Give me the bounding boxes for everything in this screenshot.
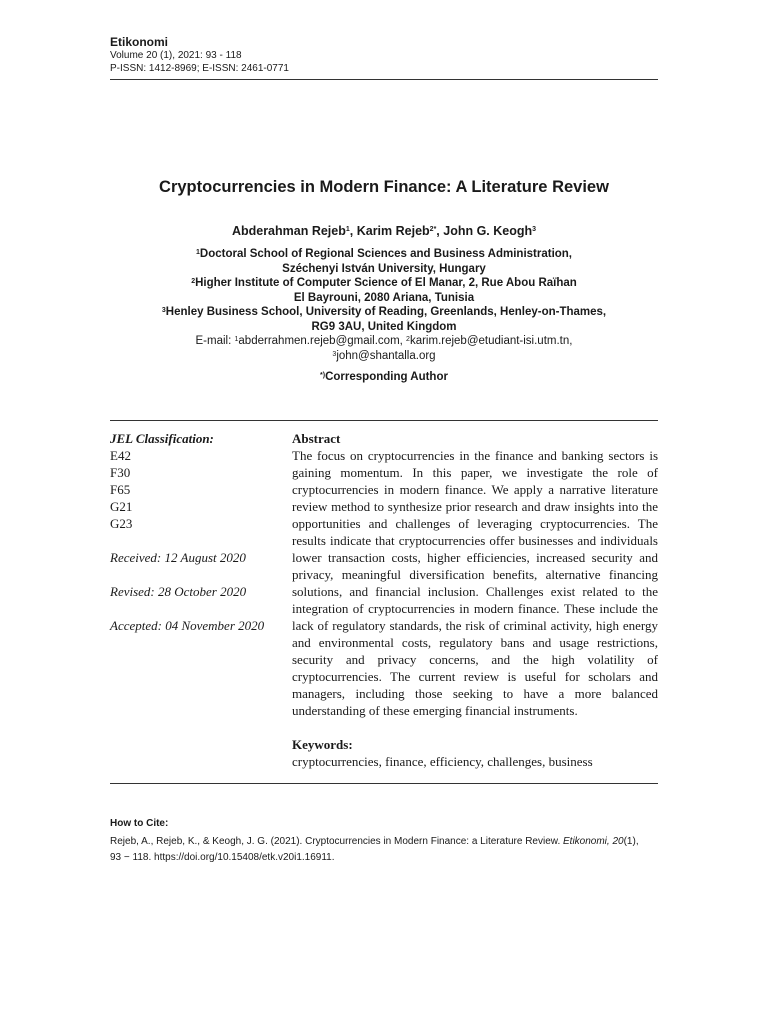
abstract-top-divider xyxy=(110,420,658,421)
affiliation-text: Doctoral School of Regional Sciences and Business Administration, xyxy=(199,248,573,260)
author-affil-mark: 3 xyxy=(532,226,537,233)
citation-part: Rejeb, A., Rejeb, K., & Keogh, J. G. (2021). Cryptocurrencies in Modern Finance: a Literature Review. xyxy=(110,836,563,847)
affiliation-line xyxy=(60,247,708,262)
affiliation-mark: 3 xyxy=(161,307,166,314)
affiliation-text: Széchenyi István University, Hungary xyxy=(282,262,486,275)
keywords-text: cryptocurrencies, finance, efficiency, challenges, business xyxy=(292,754,593,769)
affiliations xyxy=(60,247,708,334)
affiliation-line xyxy=(60,291,708,306)
citation-doi[interactable]: 93 − 118. https://doi.org/10.15408/etk.v20i1.16911. xyxy=(110,852,335,863)
affiliation-text: Henley Business School, University of Reading, Greenlands, Henley-on-Thames, xyxy=(165,306,607,318)
citation-journal: Etikonomi, 20 xyxy=(563,836,624,847)
email-mark: 2 xyxy=(406,336,410,343)
journal-name: Etikonomi xyxy=(110,35,169,49)
header-divider xyxy=(110,79,658,80)
email-block xyxy=(60,334,708,363)
author-name: Abderahman Rejeb xyxy=(231,224,346,238)
affiliation-text: Higher Institute of Computer Science of El Manar, 2, Rue Abou Raïhan xyxy=(195,277,577,289)
affiliation-line xyxy=(60,305,708,320)
author-name: Karim Rejeb xyxy=(356,224,430,238)
author-list xyxy=(60,223,708,239)
email-address[interactable]: abderrahmen.rejeb@gmail.com, xyxy=(238,335,407,347)
email-prefix: E-mail: xyxy=(195,335,235,347)
revised-date: Revised: 28 October 2020 xyxy=(110,584,247,599)
keywords-heading: Keywords: xyxy=(292,737,353,752)
paper-title: Cryptocurrencies in Modern Finance: A Literature Review xyxy=(159,178,609,196)
affiliation-text: El Bayrouni, 2080 Ariana, Tunisia xyxy=(293,291,475,304)
affiliation-text: RG9 3AU, United Kingdom xyxy=(311,320,457,333)
email-mark: 1 xyxy=(234,336,239,343)
jel-heading: JEL Classification: xyxy=(110,431,214,446)
journal-volume: Volume 20 (1), 2021: 93 - 118 xyxy=(110,50,242,61)
affiliation-mark: 1 xyxy=(195,249,200,256)
author-affil-mark: 2* xyxy=(429,226,437,233)
abstract-text: The focus on cryptocurrencies in the finance and banking sectors is gaining momentum. In this paper, we investigate the role of cryptocurrencies in modern finance. We apply a narrative literature review method to synthesize prior research and draw insights into the opportunities and challenges of leveraging cryptocurrencies. The results indicate that cryptocurrencies offer businesses and individuals lower transaction costs, higher efficiencies, increased security and privacy, meaningful diversification benefits, alternative financing solutions, and financial inclusion. Challenges exist related to the integration of cryptocurrencies in modern finance. These include the lack of regulatory standards, the risk of criminal activity, high energy and environmental costs, regulatory bans and usage restrictions, security and privacy concerns, and the high volatility of cryptocurrencies. The current review is useful for scholars and managers, including those seeking to have a more balanced understanding of these emerging financial instruments. xyxy=(292,448,658,718)
affiliation-line xyxy=(60,320,708,335)
email-mark: 3 xyxy=(332,350,337,358)
abstract-heading: Abstract xyxy=(292,431,341,446)
email-address[interactable]: karim.rejeb@etudiant-isi.utm.tn, xyxy=(409,335,573,347)
author-name: John G. Keogh xyxy=(443,224,533,238)
corresponding-mark: *) xyxy=(320,372,326,379)
how-to-cite-heading: How to Cite: xyxy=(110,818,169,829)
author-affil-mark: 1 xyxy=(345,226,350,233)
jel-code: G23 xyxy=(110,516,133,531)
journal-issn: P-ISSN: 1412-8969; E-ISSN: 2461-0771 xyxy=(110,63,289,74)
author-separator: , xyxy=(436,224,444,238)
affiliation-mark: 2 xyxy=(191,278,196,285)
journal-header xyxy=(110,35,658,75)
jel-code: G21 xyxy=(110,499,133,514)
jel-code: E42 xyxy=(110,448,131,463)
abstract-bottom-divider xyxy=(110,783,658,784)
citation-text xyxy=(110,834,658,866)
affiliation-line xyxy=(60,262,708,277)
jel-code: F30 xyxy=(110,465,131,480)
accepted-date: Accepted: 04 November 2020 xyxy=(110,618,265,633)
abstract-column xyxy=(292,430,658,770)
article-info-column xyxy=(110,430,280,634)
citation-part: (1), xyxy=(623,836,639,847)
received-date: Received: 12 August 2020 xyxy=(110,550,246,565)
author-separator: , xyxy=(349,224,357,238)
email-address[interactable]: john@shantalla.org xyxy=(336,349,436,362)
corresponding-text: Corresponding Author xyxy=(325,371,448,383)
jel-code: F65 xyxy=(110,482,131,497)
affiliation-line xyxy=(60,276,708,291)
corresponding-author xyxy=(60,370,708,385)
